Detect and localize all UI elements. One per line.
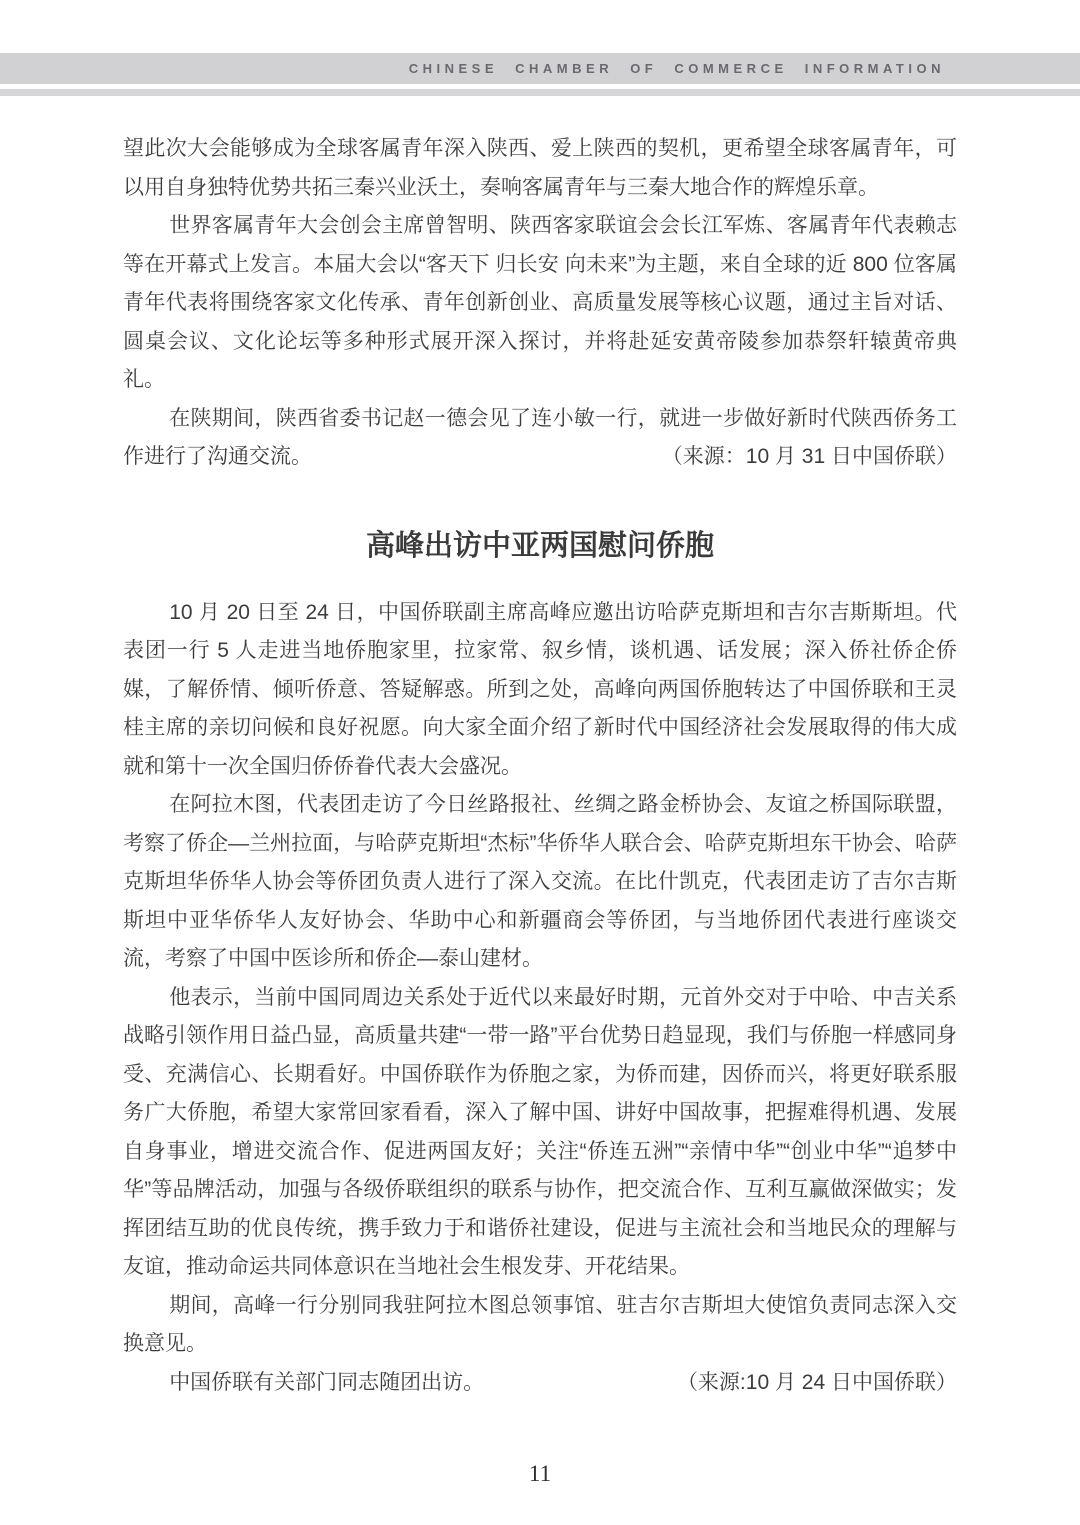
paragraph xyxy=(123,979,957,1287)
paragraph xyxy=(123,1287,957,1364)
source-attribution: （来源:10 月 24 日中国侨联） xyxy=(676,1370,957,1394)
paragraph xyxy=(123,786,957,979)
paragraph-text: 世界客属青年大会创会主席曾智明、陕西客家联谊会会长江军炼、客属青年代表赖志等在开幕式上发言。本届大会以“客天下 归长安 向未来”为主题，来自全球的近 800 位客属青年代表将围绕客家文化传承、青年创新创业、高质量发展等核心议题，通过主旨对话、圆桌会议、文化论坛等多种形式展开深入探讨，并将赴延安黄帝陵参加恭祭轩辕黄帝典礼。 xyxy=(123,214,957,391)
paragraph-text: 望此次大会能够成为全球客属青年深入陕西、爱上陕西的契机，更希望全球客属青年，可以用自身独特优势共拓三秦兴业沃土，奏响客属青年与三秦大地合作的辉煌乐章。 xyxy=(123,137,957,199)
article-2-title: 高峰出访中亚两国慰问侨胞 xyxy=(365,529,714,562)
paragraph-text: 中国侨联有关部门同志随团出访。 xyxy=(169,1370,485,1394)
page-content xyxy=(123,130,957,1402)
paragraph xyxy=(123,1364,957,1403)
paragraph-text: 期间，高峰一行分别同我驻阿拉木图总领事馆、驻吉尔吉斯坦大使馆负责同志深入交换意见。 xyxy=(123,1293,957,1355)
paragraph xyxy=(123,130,957,207)
article-2 xyxy=(123,594,957,1403)
paragraph xyxy=(123,594,957,787)
paragraph-text: 在阿拉木图，代表团走访了今日丝路报社、丝绸之路金桥协会、友谊之桥国际联盟，考察了侨企—兰州拉面，与哈萨克斯坦“杰标”华侨华人联合会、哈萨克斯坦东干协会、哈萨克斯坦华侨华人协会等侨团负责人进行了深入交流。在比什凯克，代表团走访了吉尔吉斯斯坦中亚华侨华人友好协会、华助中心和新疆商会等侨团，与当地侨团代表进行座谈交流，考察了中国中医诊所和侨企—泰山建材。 xyxy=(123,793,957,970)
article-1 xyxy=(123,130,957,477)
paragraph xyxy=(123,400,957,477)
paragraph xyxy=(123,207,957,400)
paragraph-text: 10 月 20 日至 24 日，中国侨联副主席高峰应邀出访哈萨克斯坦和吉尔吉斯斯坦。代表团一行 5 人走进当地侨胞家里，拉家常、叙乡情，谈机遇、话发展；深入侨社侨企侨媒，了解侨情、倾听侨意、答疑解惑。所到之处，高峰向两国侨胞转达了中国侨联和王灵桂主席的亲切问候和良好祝愿。向大家全面介绍了新时代中国经济社会发展取得的伟大成就和第十一次全国归侨侨眷代表大会盛况。 xyxy=(123,600,957,778)
header-banner xyxy=(0,53,1080,84)
source-attribution: （来源：10 月 31 日中国侨联） xyxy=(661,445,957,468)
paragraph-text: 他表示，当前中国同周边关系处于近代以来最好时期，元首外交对于中哈、中吉关系战略引领作用日益凸显，高质量共建“一带一路”平台优势日趋显现，我们与侨胞一样感同身受、充满信心、长期看好。中国侨联作为侨胞之家，为侨而建，因侨而兴，将更好联系服务广大侨胞，希望大家常回家看看，深入了解中国、讲好中国故事，把握难得机遇、发展自身事业，增进交流合作、促进两国友好；关注“侨连五洲”“亲情中华”“创业中华”“追梦中华”等品牌活动，加强与各级侨联组织的联系与协作，把交流合作、互利互赢做深做实；发挥团结互助的优良传统，携手致力于和谐侨社建设，促进与主流社会和当地民众的理解与友谊，推动命运共同体意识在当地社会生根发芽、开花结果。 xyxy=(123,985,957,1278)
page-number: 11 xyxy=(528,1461,552,1486)
header-divider xyxy=(0,89,1080,96)
paragraph-text: 在陕期间，陕西省委书记赵一德会见了连小敏一行，就进一步做好新时代陕西侨务工作进行了沟通交流。 xyxy=(123,406,957,468)
header-banner-text: CHINESE CHAMBER OF COMMERCE INFORMATION xyxy=(408,61,945,76)
